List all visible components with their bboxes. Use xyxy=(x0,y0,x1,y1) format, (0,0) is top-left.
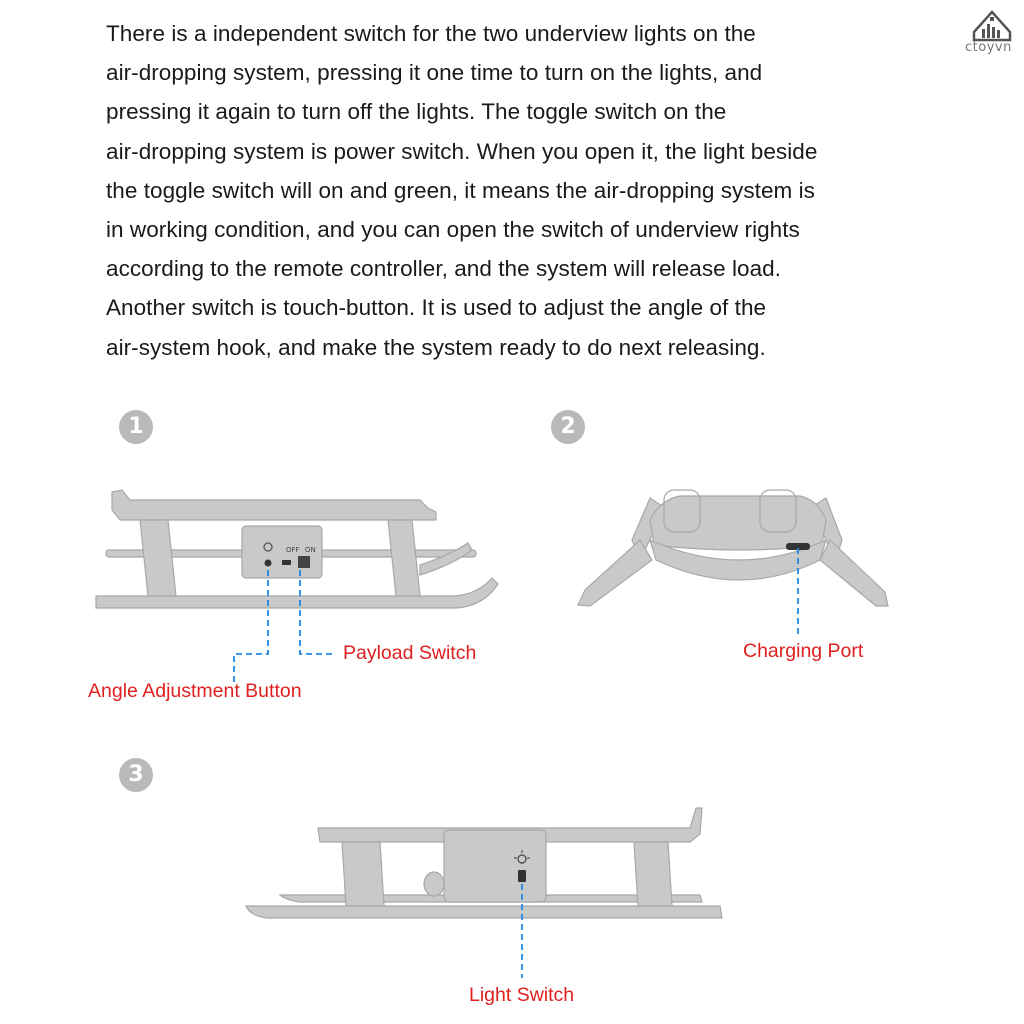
charging-port-label: Charging Port xyxy=(743,640,864,662)
figure-3-landing-gear xyxy=(246,808,722,918)
description-line: pressing it again to turn off the lights. The toggle switch on the xyxy=(106,99,727,125)
description-line: There is a independent switch for the two underview lights on the xyxy=(106,21,756,46)
step-badge-1: 1 xyxy=(119,410,153,444)
description-line: in working condition, and you can open the switch of underview rights xyxy=(106,217,800,243)
description-line: Another switch is touch-button. It is used to adjust the angle of the xyxy=(106,295,767,321)
description-line: air-system hook, and make the system ready to do next releasing. xyxy=(106,334,766,360)
brand-name: ctoyvn xyxy=(965,40,1012,55)
description-line: air-dropping system is power switch. When you open it, the light beside xyxy=(106,138,818,164)
step-badge-3: 3 xyxy=(119,758,153,792)
on-label: ON xyxy=(305,546,316,554)
angle-adjustment-button-label: Angle Adjustment Button xyxy=(88,680,302,702)
light-switch-label: Light Switch xyxy=(469,984,575,1006)
step-badge-2: 2 xyxy=(551,410,585,444)
description-line: air-dropping system, pressing it one time to turn on the lights, and xyxy=(106,60,763,86)
figure-2-landing-gear xyxy=(578,490,888,606)
off-label: OFF xyxy=(286,546,300,554)
payload-switch-label: Payload Switch xyxy=(343,642,477,664)
description-line: according to the remote controller, and the system will release load. xyxy=(106,256,782,282)
description-line: the toggle switch will on and green, it means the air-dropping system is xyxy=(106,177,815,203)
